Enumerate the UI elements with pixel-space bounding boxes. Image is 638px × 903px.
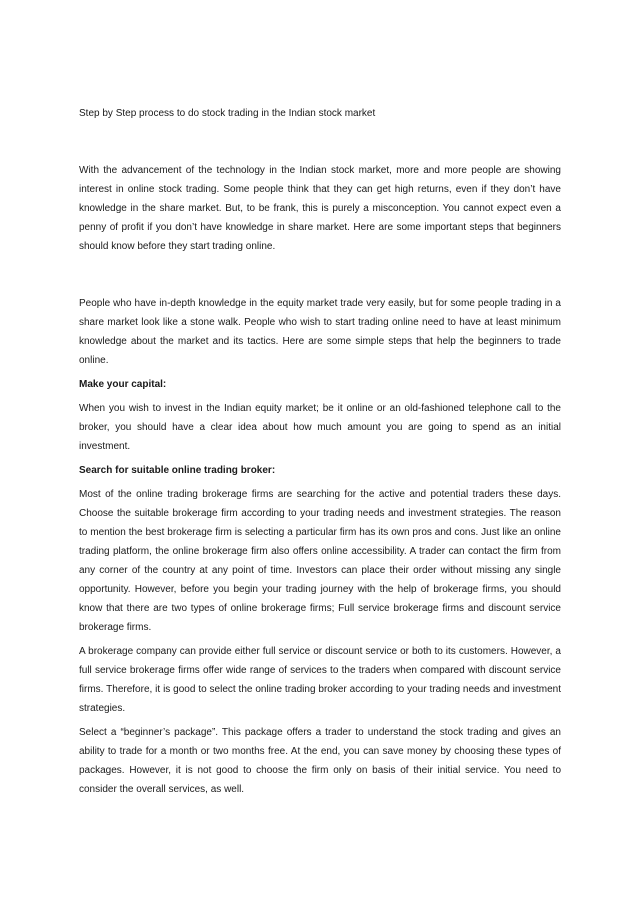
- document-body: [79, 104, 561, 804]
- section-paragraph-broker-3: Select a “beginner’s package”. This package offers a trader to understand the stock trading and gives an ability to trade for a month or two months free. At the end, you can save money by choosing these types of packages. However, it is not good to choose the firm only on basis of their initial service. You need to consider the overall services, as well.: [79, 727, 561, 795]
- document-title: Step by Step process to do stock trading in the Indian stock market: [79, 108, 376, 119]
- intro-paragraph-2: People who have in-depth knowledge in the equity market trade very easily, but for some people trading in a share market look like a stone walk. People who wish to start trading online need to have at least minimum knowledge about the market and its tactics. Here are some simple steps that help the beginners to trade online.: [79, 298, 561, 366]
- section-paragraph-broker-1: Most of the online trading brokerage firms are searching for the active and potential traders these days. Choose the suitable brokerage firm according to your trading needs and investment strategies. The reason to mention the best brokerage firm is selecting a particular firm has its own pros and cons. Just like an online trading platform, the online brokerage firm also offers online accessibility. A trader can contact the firm from any corner of the country at any point of time. Investors can place their order without missing any single opportunity. However, before you begin your trading journey with the help of brokerage firms, you should know that there are two types of online brokerage firms; Full service brokerage firms and discount service brokerage firms.: [79, 489, 561, 633]
- section-heading-broker: Search for suitable online trading broker:: [79, 465, 276, 476]
- section-paragraph-capital: When you wish to invest in the Indian equity market; be it online or an old-fashioned telephone call to the broker, you should have a clear idea about how much amount you are going to spend as an initial investment.: [79, 403, 561, 452]
- section-paragraph-broker-2: A brokerage company can provide either full service or discount service or both to its customers. However, a full service brokerage firms offer wide range of services to the traders when compared with discount service firms. Therefore, it is good to select the online trading broker according to your trading needs and investment strategies.: [79, 646, 561, 714]
- section-heading-capital: Make your capital:: [79, 379, 167, 390]
- intro-paragraph-1: With the advancement of the technology in the Indian stock market, more and more people are showing interest in online stock trading. Some people think that they can get high returns, even if they don’t have knowledge in the share market. But, to be frank, this is purely a misconception. You cannot expect even a penny of profit if you don’t have knowledge in share market. Here are some important steps that beginners should know before they start trading online.: [79, 165, 561, 252]
